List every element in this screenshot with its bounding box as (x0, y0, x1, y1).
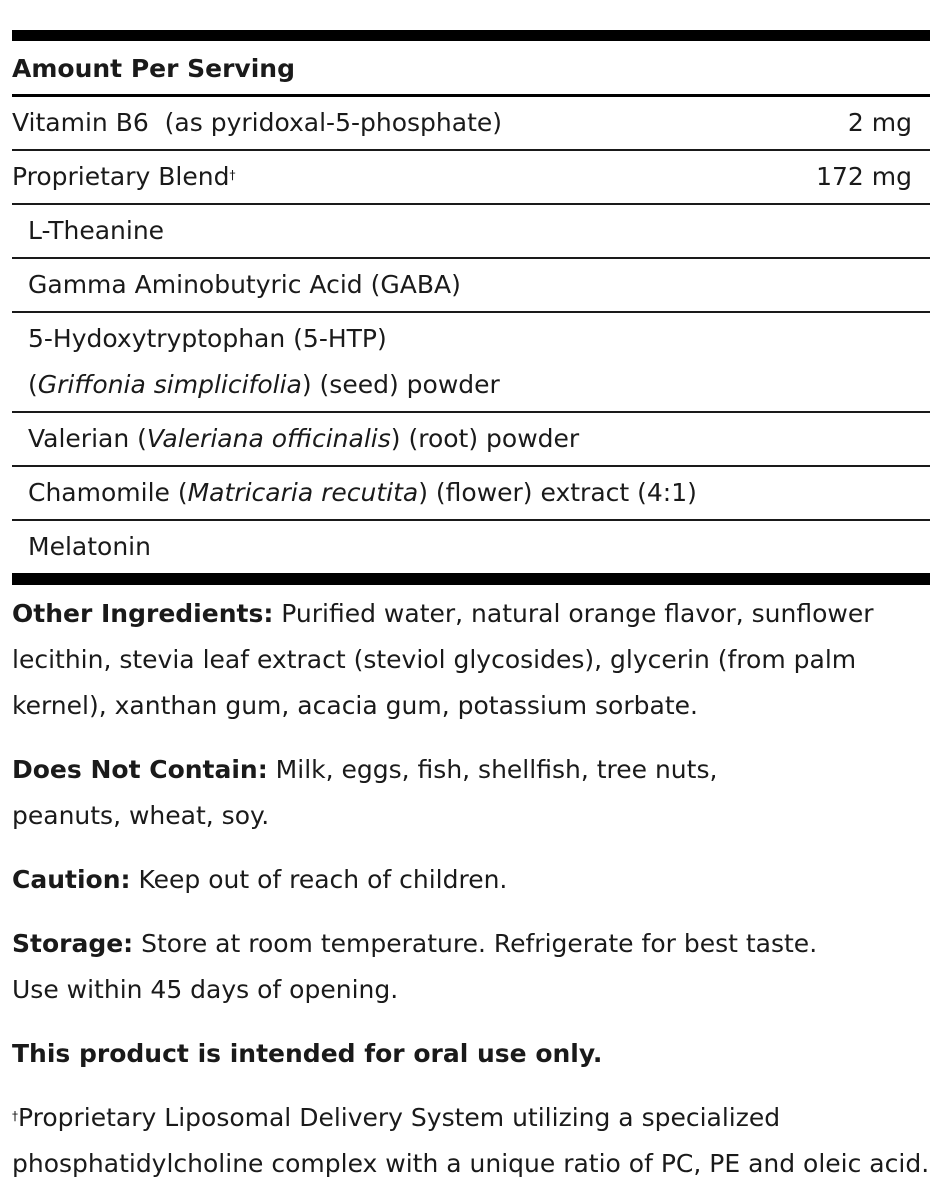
valerian-name-wrap (28, 424, 579, 454)
other-ingredients-paragraph (12, 591, 892, 729)
5-htp-open-paren: ( (28, 370, 38, 399)
chamomile-rest: ) (flower) extract (4:1) (418, 478, 697, 507)
amount-per-serving-header (12, 41, 930, 97)
row-gaba (12, 259, 930, 313)
gaba-name: Gamma Aminobutyric Acid (GABA) (28, 270, 461, 299)
does-not-contain-text: Milk, eggs, fish, shellfish, tree nuts, peanuts, wheat, soy. (12, 755, 718, 830)
does-not-contain-label: Does Not Contain: (12, 755, 268, 784)
l-theanine-name: L-Theanine (28, 216, 165, 245)
melatonin-name: Melatonin (28, 532, 151, 561)
storage-paragraph (12, 921, 842, 1013)
vitamin-b6-amount: 2 mg (847, 108, 912, 137)
proprietary-blend-name-wrap (12, 162, 235, 192)
5-htp-rest: ) (seed) powder (301, 370, 500, 399)
proprietary-blend-amount: 172 mg (816, 162, 912, 191)
row-vitamin-b6 (12, 97, 930, 151)
proprietary-blend-dagger: † (229, 168, 236, 182)
vitamin-b6-name: Vitamin B6 (as pyridoxal-5-phosphate) (12, 108, 503, 137)
chamomile-pre: Chamomile ( (28, 478, 188, 507)
footnote-dagger: † (12, 1109, 18, 1123)
top-thick-rule (12, 30, 930, 41)
valerian-pre: Valerian ( (28, 424, 147, 453)
row-chamomile (12, 467, 930, 521)
caution-label: Caution: (12, 865, 131, 894)
5-htp-line1: 5-Hydoxytryptophan (5-HTP) (28, 324, 387, 353)
5-htp-line2 (28, 362, 912, 408)
valerian-rest: ) (root) powder (390, 424, 580, 453)
other-ingredients-label: Other Ingredients: (12, 599, 274, 628)
row-proprietary-blend (12, 151, 930, 205)
proprietary-blend-name: Proprietary Blend (12, 162, 230, 191)
5-htp-scientific-name: Griffonia simplicifolia (37, 370, 302, 399)
caution-paragraph (12, 857, 930, 903)
row-5-htp (12, 313, 930, 413)
other-ingredients-text: Purified water, natural orange flavor, sunflower lecithin, stevia leaf extract (steviol glycosides), glycerin (from palm kernel), xanthan gum, acacia gum, potassium sorbate. (12, 599, 874, 720)
does-not-contain-paragraph (12, 747, 732, 839)
supplement-facts-panel (12, 30, 930, 1187)
footnote-paragraph (12, 1095, 930, 1187)
chamomile-name-wrap (28, 478, 697, 508)
footnote-text: Proprietary Liposomal Delivery System utilizing a specialized phosphatidylcholine complex with a unique ratio of PC, PE and oleic acid. (12, 1103, 930, 1178)
oral-use-statement: This product is intended for oral use only. (12, 1039, 603, 1068)
row-valerian (12, 413, 930, 467)
row-l-theanine (12, 205, 930, 259)
row-melatonin (12, 521, 930, 573)
header-label: Amount Per Serving (12, 54, 295, 83)
caution-text: Keep out of reach of children. (130, 865, 508, 894)
storage-label: Storage: (12, 929, 134, 958)
valerian-scientific-name: Valeriana officinalis (146, 424, 391, 453)
chamomile-scientific-name: Matricaria recutita (187, 478, 419, 507)
bottom-thick-rule (12, 573, 930, 585)
storage-text: Store at room temperature. Refrigerate for best taste. Use within 45 days of opening. (12, 929, 818, 1004)
